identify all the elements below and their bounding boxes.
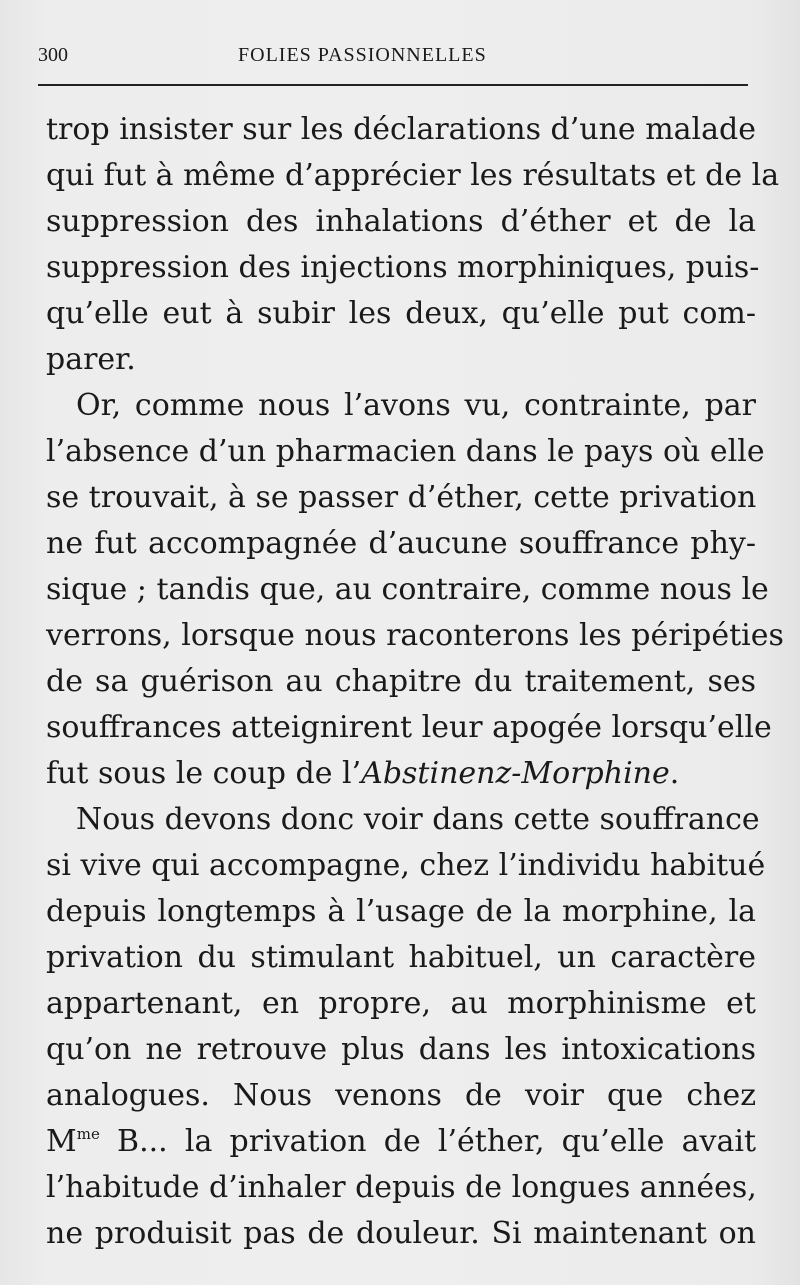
text-line: Or, comme nous l’avons vu, contrainte, par bbox=[76, 388, 756, 423]
superscript: me bbox=[76, 1125, 100, 1143]
text-line: de sa guérison au chapitre du traitement, ses bbox=[46, 664, 756, 699]
text-line: suppression des inhalations d’éther et de la bbox=[46, 204, 756, 239]
text-line-end: B... la privation de l’éther, qu’elle avait bbox=[99, 1124, 756, 1159]
text-line: ne fut accompagnée d’aucune souffrance phy- bbox=[46, 526, 756, 561]
text-line: Nous devons donc voir dans cette souffrance bbox=[76, 802, 760, 837]
text-line: privation du stimulant habituel, un caractère bbox=[46, 940, 756, 975]
text-line: analogues. Nous venons de voir que chez bbox=[46, 1078, 756, 1113]
text-line: l’absence d’un pharmacien dans le pays où elle bbox=[46, 434, 765, 469]
text-line: verrons, lorsque nous raconterons les péripéties bbox=[46, 618, 784, 653]
text-line: qu’elle eut à subir les deux, qu’elle put com- bbox=[46, 296, 756, 331]
text-line: qui fut à même d’apprécier les résultats et de la bbox=[46, 158, 780, 193]
text-line: qu’on ne retrouve plus dans les intoxications bbox=[46, 1032, 756, 1067]
text-line bbox=[46, 1120, 756, 1164]
page-number: 300 bbox=[38, 44, 68, 66]
header-rule bbox=[38, 84, 748, 86]
text-line: si vive qui accompagne, chez l’individu habitué bbox=[46, 848, 766, 883]
text-line: suppression des injections morphiniques, puis- bbox=[46, 250, 760, 285]
text-line: ne produisit pas de douleur. Si maintenant on bbox=[46, 1216, 756, 1251]
italic-term: Abstinenz-Morphine bbox=[361, 756, 670, 791]
text-line: parer. bbox=[46, 342, 136, 377]
running-title: FOLIES PASSIONNELLES bbox=[238, 44, 487, 66]
text-line bbox=[46, 752, 756, 796]
text-line: l’habitude d’inhaler depuis de longues années, bbox=[46, 1170, 757, 1205]
text-line: trop insister sur les déclarations d’une malade bbox=[46, 112, 756, 147]
text-line: appartenant, en propre, au morphinisme et bbox=[46, 986, 756, 1021]
text-line: sique ; tandis que, au contraire, comme nous le bbox=[46, 572, 769, 607]
text-line-start: fut sous le coup de l’ bbox=[46, 756, 362, 791]
text-line: souffrances atteignirent leur apogée lorsqu’elle bbox=[46, 710, 772, 745]
text-line-start: M bbox=[46, 1124, 77, 1159]
text-line-end: . bbox=[669, 756, 680, 791]
text-line: se trouvait, à se passer d’éther, cette privation bbox=[46, 480, 757, 515]
text-line: depuis longtemps à l’usage de la morphine, la bbox=[46, 894, 756, 929]
